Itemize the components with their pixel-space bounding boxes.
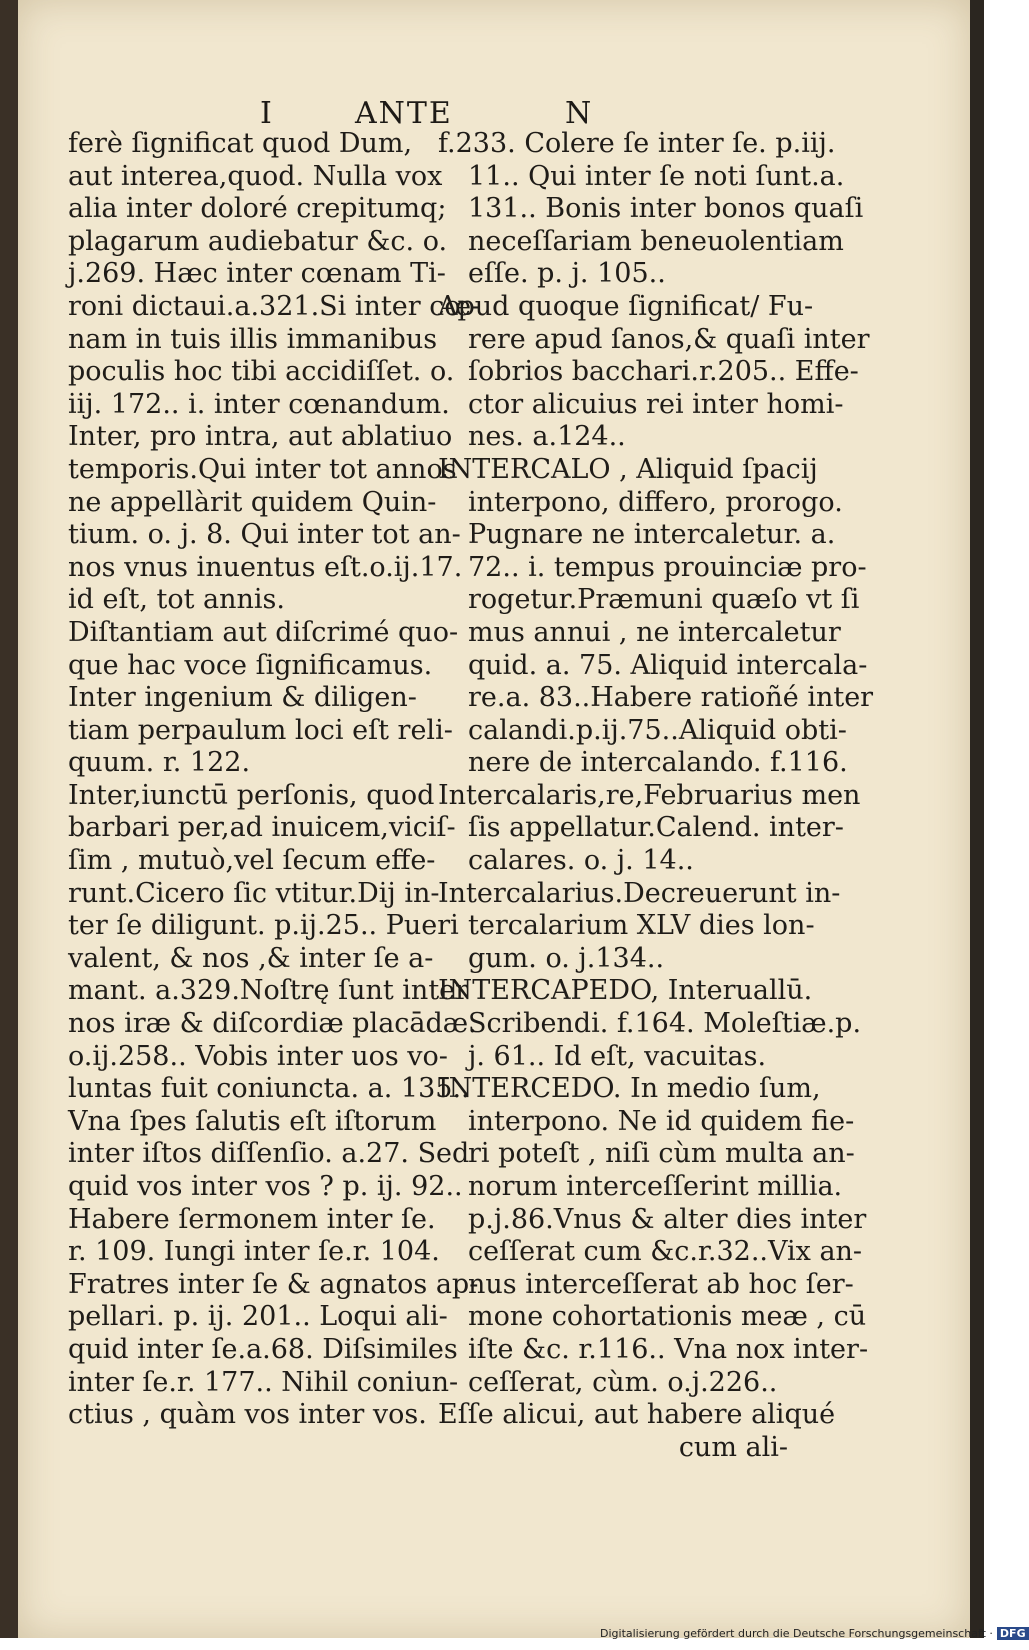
text-line: neceſſariam beneuolentiam: [468, 225, 844, 257]
text-line: nos vnus inuentus eſt.o.ij.17.: [68, 551, 463, 583]
text-line: Fratres inter ſe & agnatos ap-: [68, 1268, 479, 1300]
text-line: re.a. 83..Habere ratioñé inter: [468, 682, 874, 714]
text-line: iij. 172.. i. inter cœnandum.: [68, 388, 450, 420]
text-line: id eſt, tot annis.: [68, 584, 285, 616]
text-line: inter iſtos diſſenſio. a.27. Sed: [68, 1138, 470, 1170]
text-line: tiam perpaulum loci eſt reli-: [68, 714, 453, 746]
text-line: calandi.p.ij.75..Aliquid obti-: [468, 714, 847, 746]
text-line: INTERCALO , Aliquid ſpacij: [438, 453, 818, 485]
text-line: Scribendi. f.164. Moleſtiæ.p.: [468, 1008, 862, 1040]
text-line: Inter,iunctū perſonis, quod: [68, 779, 435, 811]
text-line: Inter ingenium & diligen-: [68, 682, 417, 714]
text-line: ctius , quàm vos inter vos.: [68, 1399, 427, 1431]
text-line: 72.. i. tempus prouinciæ pro-: [468, 551, 867, 583]
text-line: quid vos inter vos ? p. ij. 92..: [68, 1171, 463, 1202]
text-line: ſobrios bacchari.r.205.. Effe-: [468, 356, 859, 388]
text-line: ter ſe diligunt. p.ij.25.. Pueri: [68, 910, 459, 942]
text-line: aut interea,quod. Nulla vox: [68, 160, 443, 192]
text-line: Intercalarius.Decreuerunt in-: [438, 877, 841, 909]
text-line: calares. o. j. 14..: [468, 845, 694, 877]
text-line: ri poteſt , niſi cùm multa an-: [468, 1138, 855, 1170]
footer-credit: [600, 1627, 1029, 1640]
text-line: poculis hoc tibi accidiſſet. o.: [68, 356, 455, 388]
text-line: ne appellàrit quidem Quin-: [68, 486, 437, 518]
text-line: j.269. Hæc inter cœnam Ti-: [68, 258, 446, 290]
text-line: gum. o. j.134..: [468, 942, 665, 974]
text-line: quid. a. 75. Aliquid intercala-: [468, 649, 868, 681]
text-line: Diſtantiam aut diſcrimé quo-: [68, 616, 459, 648]
text-line: nos iræ & diſcordiæ placādæ.: [68, 1008, 477, 1040]
text-line: mus annui , ne intercaletur: [468, 616, 841, 648]
text-line: mone cohortationis meæ , cū: [468, 1301, 867, 1333]
text-line: mant. a.329.Noſtrę ſunt inter: [68, 975, 469, 1007]
text-line: Eſſe alicui, aut habere aliqué: [438, 1399, 836, 1431]
text-line: INTERCAPEDO, Interuallū.: [438, 975, 813, 1007]
text-line: ſis appellatur.Calend. inter-: [468, 812, 844, 844]
text-line: Apud quoque ſignificat/ Fu-: [438, 290, 814, 322]
header-center: ANTE: [355, 96, 453, 131]
text-line: runt.Cicero ſic vtitur.Dij in-: [68, 877, 440, 909]
text-line: rogetur.Præmuni quæſo vt ſi: [468, 584, 860, 616]
text-line: 131.. Bonis inter bonos quaſi: [468, 193, 864, 225]
text-line: eſſe. p. j. 105..: [468, 258, 666, 290]
text-line: alia inter doloré crepitumq;: [68, 193, 447, 225]
text-line: ceſſerat cum &c.r.32..Vix an-: [468, 1236, 863, 1268]
text-line: quum. r. 122.: [68, 747, 251, 779]
header-right: N: [565, 96, 594, 131]
text-line: Pugnare ne intercaletur. a.: [468, 519, 836, 551]
text-line: Habere ſermonem inter ſe.: [68, 1203, 436, 1235]
text-line: o.ij.258.. Vobis inter uos vo-: [68, 1040, 448, 1072]
text-line: ctor alicuius rei inter homi-: [468, 388, 844, 420]
text-line: luntas fuit coniuncta. a. 135..: [68, 1073, 470, 1105]
text-line: ceſſerat, cùm. o.j.226..: [468, 1366, 778, 1398]
text-line: tercalarium XLV dies lon-: [468, 910, 815, 942]
text-line: nam in tuis illis immanibus: [68, 323, 438, 355]
text-line: Intercalaris,re,Februarius men: [438, 779, 861, 811]
right-column: [438, 128, 874, 1464]
text-line: norum interceſſerint millia.: [468, 1171, 843, 1202]
header-left: I: [260, 96, 274, 131]
text-line: pellari. p. ij. 201.. Loqui ali-: [68, 1301, 448, 1333]
text-line: interpono. Ne id quidem fie-: [468, 1105, 855, 1137]
left-column: [68, 128, 481, 1432]
text-line: temporis.Qui inter tot annos: [68, 453, 457, 485]
text-line: cum ali-: [678, 1431, 788, 1463]
text-line: inter ſe.r. 177.. Nihil coniun-: [68, 1366, 459, 1398]
text-line: 11.. Qui inter ſe noti ſunt.a.: [468, 160, 845, 192]
text-line: f.233. Colere ſe inter ſe. p.iij.: [438, 128, 836, 159]
text-line: p.j.86.Vnus & alter dies inter: [468, 1203, 867, 1235]
text-line: roni dictaui.a.321.Si inter cœ-: [68, 290, 481, 322]
dfg-logo: DFG: [997, 1627, 1029, 1640]
text-line: Inter, pro intra, aut ablatiuo: [68, 421, 453, 453]
text-line: rere apud ſanos,& quaſi inter: [468, 323, 870, 355]
text-line: j. 61.. Id eſt, vacuitas.: [468, 1040, 767, 1072]
text-line: nere de intercalando. f.116.: [468, 747, 848, 779]
footer-text: Digitalisierung gefördert durch die Deutsche Forschungsgemeinschaft ·: [600, 1627, 993, 1640]
text-line: INTERCEDO. In medio ſum,: [438, 1073, 821, 1105]
text-line: valent, & nos ,& inter ſe a-: [68, 942, 434, 974]
text-line: r. 109. Iungi inter ſe.r. 104.: [68, 1236, 440, 1268]
text-line: Vna ſpes ſalutis eſt iſtorum: [68, 1105, 437, 1137]
text-line: nus interceſſerat ab hoc ſer-: [468, 1268, 854, 1300]
text-line: iſte &c. r.116.. Vna nox inter-: [468, 1333, 869, 1365]
text-line: quid inter ſe.a.68. Diſsimiles: [68, 1333, 458, 1365]
text-line: nes. a.124..: [468, 421, 626, 453]
running-header: [260, 96, 660, 132]
text-line: que hac voce ſignificamus.: [68, 649, 433, 681]
text-line: plagarum audiebatur &c. o.: [68, 225, 448, 257]
text-line: ferè ſignificat quod Dum,: [68, 128, 413, 159]
text-line: tium. o. j. 8. Qui inter tot an-: [68, 519, 461, 551]
text-line: interpono, differo, prorogo.: [468, 486, 843, 518]
text-line: ſim , mutuò,vel ſecum effe-: [68, 845, 436, 877]
book-spine: [0, 0, 18, 1638]
text-line: barbari per,ad inuicem,viciſ-: [68, 812, 456, 844]
